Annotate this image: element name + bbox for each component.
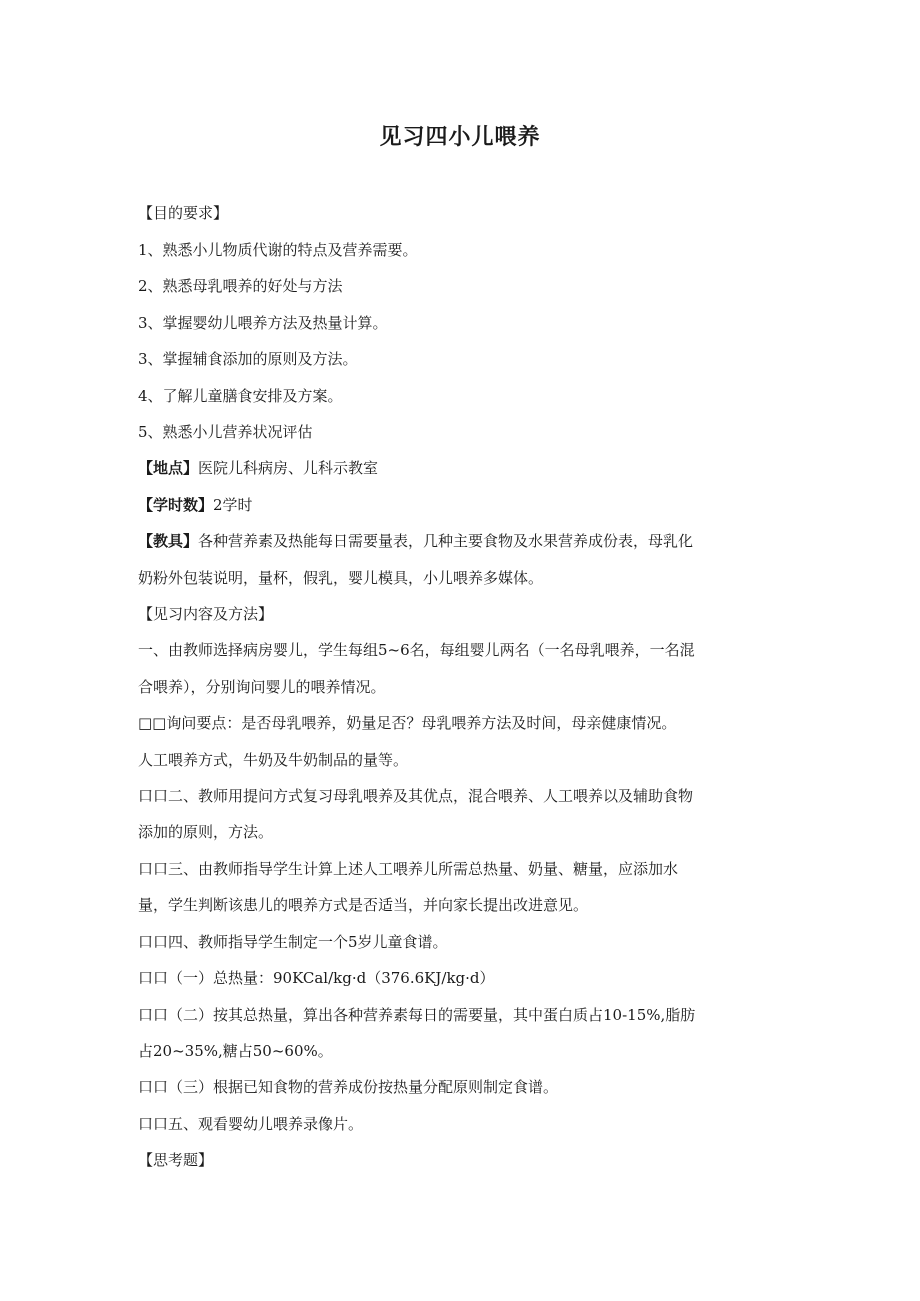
content-paragraph: 一、由教师选择病房婴儿，学生每组5~6名，每组婴儿两名（一名母乳喂养，一名混 xyxy=(138,641,695,659)
objective-item: 4、了解儿童膳食安排及方案。 xyxy=(138,387,343,405)
objective-item: 3、掌握婴幼儿喂养方法及热量计算。 xyxy=(138,314,388,332)
hours-value: 2学时 xyxy=(213,496,253,514)
content-paragraph: 口口三、由教师指导学生计算上述人工喂养儿所需总热量、奶量、糖量，应添加水 xyxy=(138,860,679,878)
objective-item: 2、熟悉母乳喂养的好处与方法 xyxy=(138,277,343,295)
content-paragraph: □□询问要点：是否母乳喂养，奶量足否？母乳喂养方法及时间，母亲健康情况。 xyxy=(138,714,677,732)
objective-item: 1、熟悉小儿物质代谢的特点及营养需要。 xyxy=(138,241,418,259)
tools-value: 各种营养素及热能每日需要量表，几种主要食物及水果营养成份表，母乳化 xyxy=(198,532,694,550)
hours-line xyxy=(138,493,778,517)
page-title: 见习四小儿喂养 xyxy=(379,125,541,150)
content-paragraph: 人工喂养方式，牛奶及牛奶制品的量等。 xyxy=(138,751,409,769)
content-paragraph: 占20~35%,糖占50~60%。 xyxy=(138,1042,333,1060)
content-paragraph: 口口（二）按其总热量，算出各种营养素每日的需要量，其中蛋白质占10-15%,脂肪 xyxy=(138,1006,696,1024)
content-paragraph: 口口四、教师指导学生制定一个5岁儿童食谱。 xyxy=(138,933,448,951)
location-line xyxy=(138,456,778,480)
objective-item: 5、熟悉小儿营养状况评估 xyxy=(138,423,313,441)
location-value: 医院儿科病房、儿科示教室 xyxy=(198,459,379,477)
tools-line xyxy=(138,529,778,553)
section-heading-content: 【见习内容及方法】 xyxy=(138,605,274,623)
section-heading-objectives: 【目的要求】 xyxy=(138,204,229,222)
section-heading-questions: 【思考题】 xyxy=(138,1151,214,1169)
content-paragraph: 口口（一）总热量：90KCal/kg·d（376.6KJ/kg·d） xyxy=(138,969,495,987)
content-paragraph: 合喂养），分别询问婴儿的喂养情况。 xyxy=(138,678,386,696)
content-paragraph: 口口五、观看婴幼儿喂养录像片。 xyxy=(138,1115,364,1133)
tools-line-cont: 奶粉外包装说明，量杯，假乳，婴儿模具，小儿喂养多媒体。 xyxy=(138,569,544,587)
content-paragraph: 量，学生判断该患儿的喂养方式是否适当，并向家长提出改进意见。 xyxy=(138,896,589,914)
tools-label: 【教具】 xyxy=(138,532,199,550)
content-paragraph: 口口（三）根据已知食物的营养成份按热量分配原则制定食谱。 xyxy=(138,1078,559,1096)
content-paragraph: 口口二、教师用提问方式复习母乳喂养及其优点，混合喂养、人工喂养以及辅助食物 xyxy=(138,787,694,805)
objective-item: 3、掌握辅食添加的原则及方法。 xyxy=(138,350,358,368)
location-label: 【地点】 xyxy=(138,459,199,477)
hours-label: 【学时数】 xyxy=(138,496,214,514)
content-paragraph: 添加的原则，方法。 xyxy=(138,823,274,841)
